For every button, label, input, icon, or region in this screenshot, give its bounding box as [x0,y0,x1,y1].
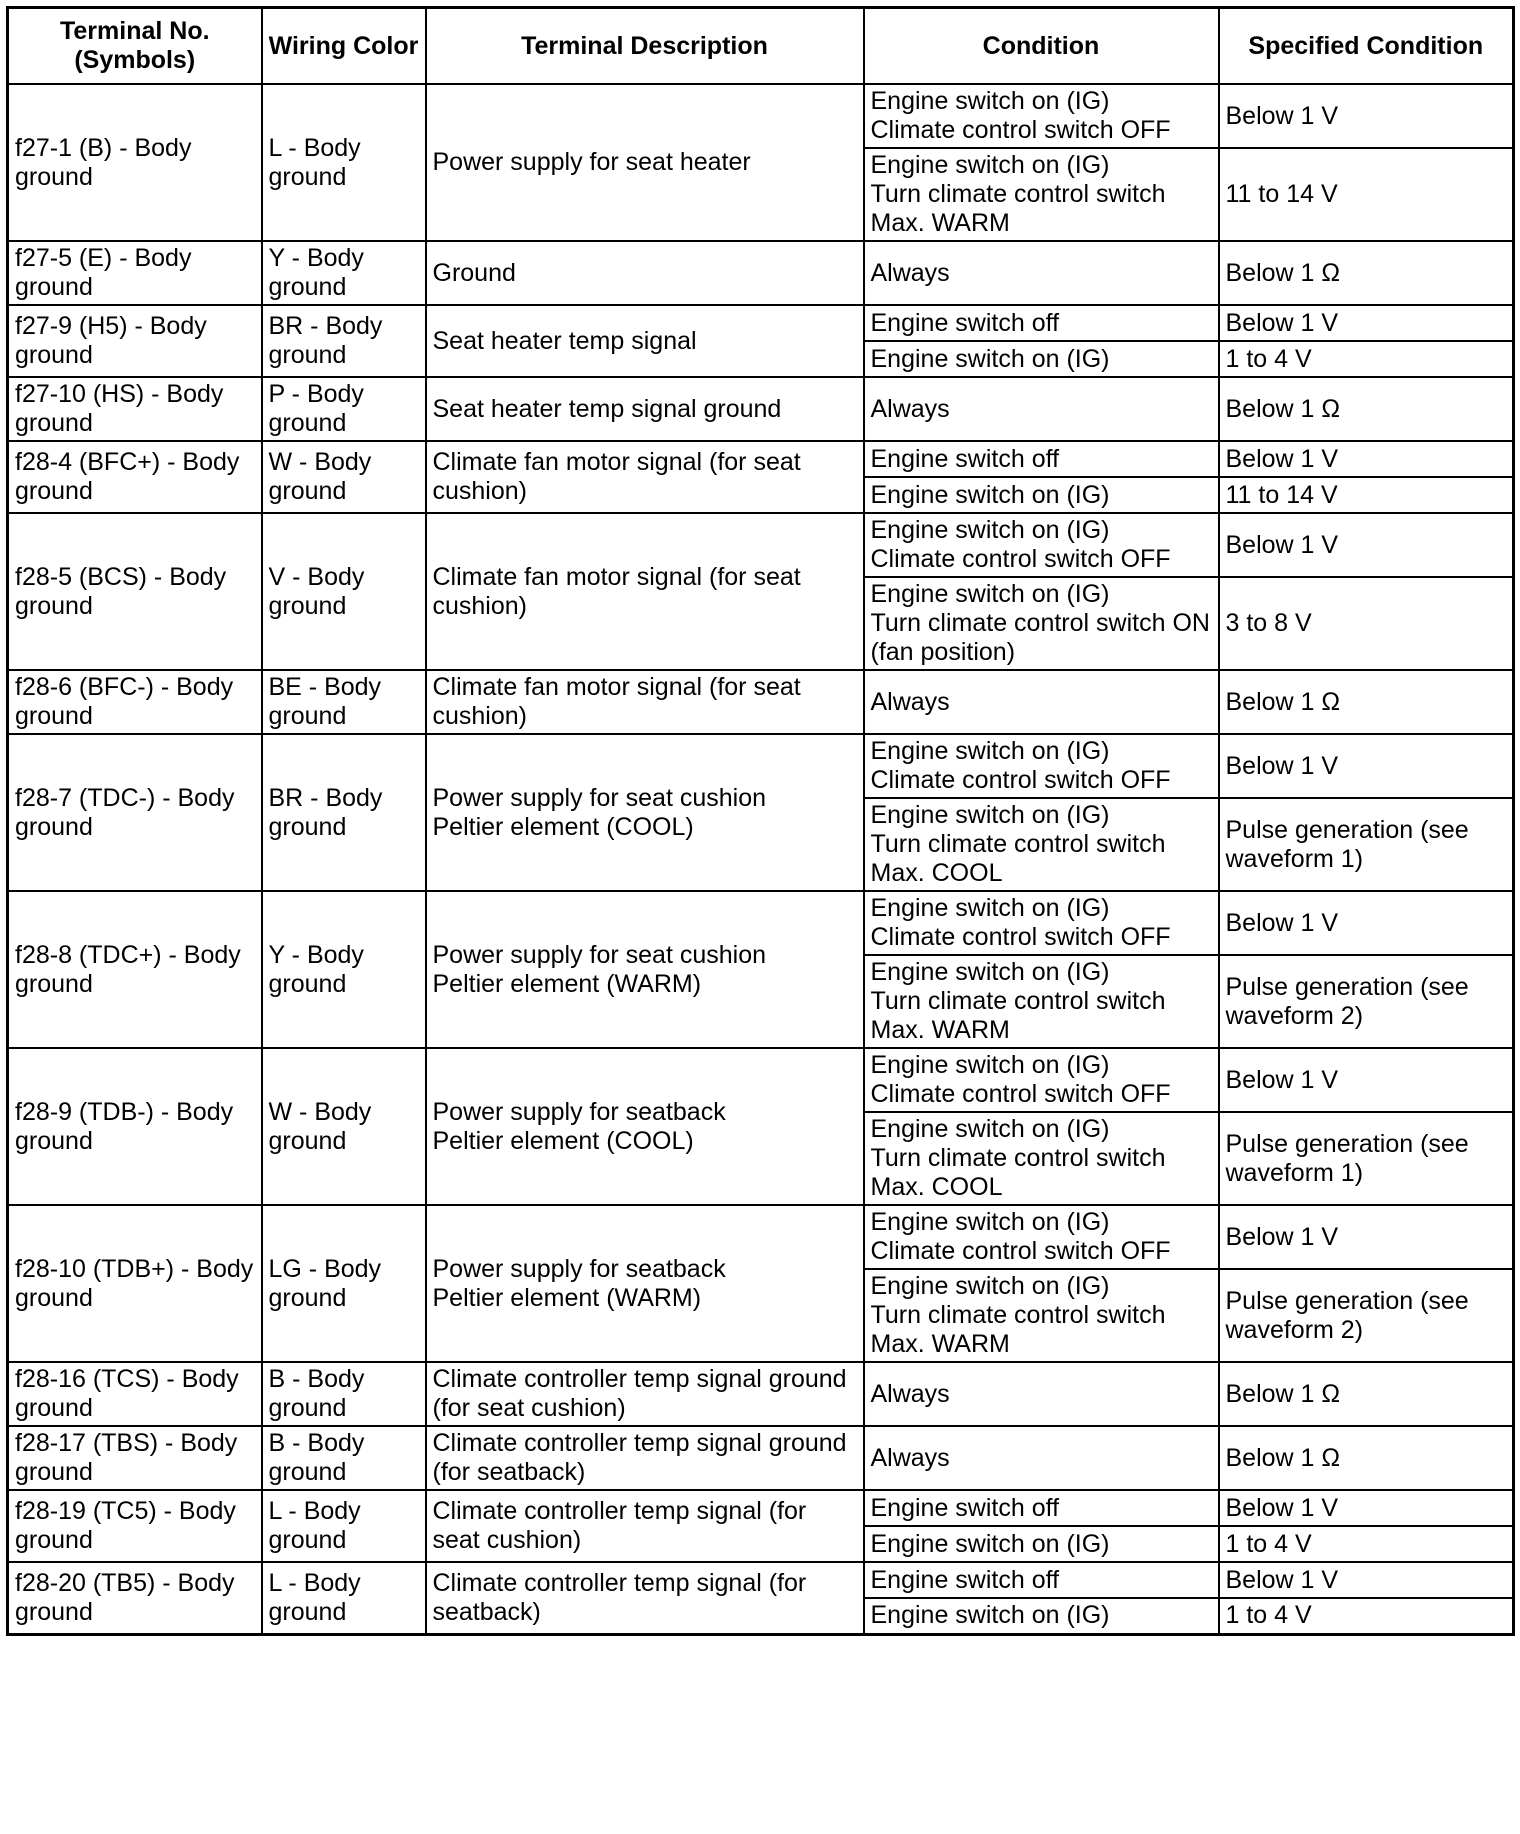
terminal-description-cell: Ground [426,241,864,305]
terminal-no-cell: f28-5 (BCS) - Body ground [8,513,262,670]
specified-condition-cell: Below 1 V [1219,84,1514,148]
condition-cell: Always [864,241,1219,305]
terminal-table-wrapper [6,6,1512,1636]
header-specified-condition: Specified Condition [1219,8,1514,85]
wiring-color-cell: Y - Body ground [262,891,426,1048]
table-row [8,241,1514,305]
condition-cell: Engine switch on (IG) Turn climate control switch Max. COOL [864,798,1219,891]
terminal-no-cell: f27-5 (E) - Body ground [8,241,262,305]
specified-condition-cell: 1 to 4 V [1219,1598,1514,1634]
terminal-no-cell: f28-8 (TDC+) - Body ground [8,891,262,1048]
header-row [8,8,1514,85]
condition-cell: Engine switch on (IG) Climate control switch OFF [864,513,1219,577]
condition-cell: Engine switch on (IG) Climate control switch OFF [864,734,1219,798]
terminal-description-cell: Seat heater temp signal [426,305,864,377]
terminal-no-cell: f28-20 (TB5) - Body ground [8,1562,262,1634]
specified-condition-cell: Below 1 V [1219,1048,1514,1112]
terminal-description-cell: Climate fan motor signal (for seat cushion) [426,441,864,513]
table-row [8,1048,1514,1112]
specified-condition-cell: 1 to 4 V [1219,341,1514,377]
condition-cell: Always [864,1362,1219,1426]
condition-cell: Engine switch off [864,305,1219,341]
table-row [8,1362,1514,1426]
terminal-no-cell: f28-9 (TDB-) - Body ground [8,1048,262,1205]
terminal-description-cell: Power supply for seat cushion Peltier element (COOL) [426,734,864,891]
condition-cell: Engine switch on (IG) Climate control switch OFF [864,891,1219,955]
wiring-color-cell: Y - Body ground [262,241,426,305]
wiring-color-cell: L - Body ground [262,1562,426,1634]
wiring-color-cell: B - Body ground [262,1426,426,1490]
terminal-description-cell: Climate controller temp signal ground (for seatback) [426,1426,864,1490]
terminal-no-cell: f28-10 (TDB+) - Body ground [8,1205,262,1362]
terminal-description-cell: Power supply for seat cushion Peltier element (WARM) [426,891,864,1048]
table-row [8,513,1514,577]
terminal-description-cell: Climate fan motor signal (for seat cushion) [426,670,864,734]
table-row [8,891,1514,955]
table-row [8,670,1514,734]
terminal-no-cell: f27-1 (B) - Body ground [8,84,262,241]
specified-condition-cell: Pulse generation (see waveform 1) [1219,1112,1514,1205]
wiring-color-cell: L - Body ground [262,84,426,241]
specified-condition-cell: 3 to 8 V [1219,577,1514,670]
wiring-color-cell: BR - Body ground [262,305,426,377]
header-terminal-no: Terminal No. (Symbols) [8,8,262,85]
condition-cell: Engine switch on (IG) Turn climate control switch Max. WARM [864,1269,1219,1362]
wiring-color-cell: BE - Body ground [262,670,426,734]
specified-condition-cell: 11 to 14 V [1219,148,1514,241]
condition-cell: Engine switch on (IG) [864,341,1219,377]
condition-cell: Engine switch on (IG) Turn climate control switch ON (fan position) [864,577,1219,670]
specified-condition-cell: Below 1 V [1219,1205,1514,1269]
specified-condition-cell: Below 1 Ω [1219,1426,1514,1490]
wiring-color-cell: BR - Body ground [262,734,426,891]
condition-cell: Engine switch on (IG) [864,1526,1219,1562]
specified-condition-cell: Below 1 V [1219,441,1514,477]
terminal-no-cell: f28-7 (TDC-) - Body ground [8,734,262,891]
terminal-description-cell: Climate controller temp signal ground (for seat cushion) [426,1362,864,1426]
table-row [8,1205,1514,1269]
condition-cell: Engine switch on (IG) Climate control switch OFF [864,1205,1219,1269]
condition-cell: Always [864,377,1219,441]
wiring-color-cell: V - Body ground [262,513,426,670]
table-row [8,441,1514,477]
header-condition: Condition [864,8,1219,85]
specified-condition-cell: Below 1 V [1219,734,1514,798]
terminal-no-cell: f28-6 (BFC-) - Body ground [8,670,262,734]
condition-cell: Always [864,670,1219,734]
header-wiring-color: Wiring Color [262,8,426,85]
terminal-no-cell: f28-4 (BFC+) - Body ground [8,441,262,513]
table-row [8,1490,1514,1526]
terminal-description-cell: Power supply for seatback Peltier element (WARM) [426,1205,864,1362]
specified-condition-cell: Below 1 Ω [1219,670,1514,734]
terminal-description-cell: Climate fan motor signal (for seat cushion) [426,513,864,670]
specified-condition-cell: Below 1 V [1219,891,1514,955]
wiring-color-cell: L - Body ground [262,1490,426,1562]
specified-condition-cell: Pulse generation (see waveform 2) [1219,1269,1514,1362]
specified-condition-cell: Below 1 Ω [1219,1362,1514,1426]
condition-cell: Engine switch on (IG) Turn climate control switch Max. WARM [864,955,1219,1048]
condition-cell: Engine switch on (IG) Turn climate control switch Max. WARM [864,148,1219,241]
condition-cell: Engine switch off [864,1490,1219,1526]
table-row [8,1562,1514,1598]
condition-cell: Engine switch off [864,441,1219,477]
specified-condition-cell: Below 1 V [1219,305,1514,341]
table-row [8,377,1514,441]
wiring-color-cell: W - Body ground [262,1048,426,1205]
condition-cell: Engine switch on (IG) Climate control switch OFF [864,84,1219,148]
condition-cell: Engine switch on (IG) [864,477,1219,513]
terminal-description-cell: Climate controller temp signal (for seatback) [426,1562,864,1634]
specified-condition-cell: 1 to 4 V [1219,1526,1514,1562]
terminal-description-cell: Climate controller temp signal (for seat cushion) [426,1490,864,1562]
specified-condition-cell: Below 1 Ω [1219,241,1514,305]
wiring-color-cell: W - Body ground [262,441,426,513]
specified-condition-cell: Pulse generation (see waveform 2) [1219,955,1514,1048]
table-row [8,1426,1514,1490]
specified-condition-cell: Below 1 V [1219,513,1514,577]
terminal-no-cell: f28-16 (TCS) - Body ground [8,1362,262,1426]
wiring-color-cell: LG - Body ground [262,1205,426,1362]
terminal-description-cell: Seat heater temp signal ground [426,377,864,441]
terminal-no-cell: f27-10 (HS) - Body ground [8,377,262,441]
table-row [8,84,1514,148]
condition-cell: Engine switch on (IG) Turn climate control switch Max. COOL [864,1112,1219,1205]
terminal-description-cell: Power supply for seat heater [426,84,864,241]
table-header [8,8,1514,85]
specified-condition-cell: 11 to 14 V [1219,477,1514,513]
specified-condition-cell: Below 1 V [1219,1490,1514,1526]
specified-condition-cell: Below 1 V [1219,1562,1514,1598]
terminal-inspection-table [6,6,1515,1636]
terminal-no-cell: f28-19 (TC5) - Body ground [8,1490,262,1562]
specified-condition-cell: Below 1 Ω [1219,377,1514,441]
condition-cell: Engine switch on (IG) [864,1598,1219,1634]
terminal-no-cell: f27-9 (H5) - Body ground [8,305,262,377]
terminal-description-cell: Power supply for seatback Peltier element (COOL) [426,1048,864,1205]
table-row [8,734,1514,798]
condition-cell: Always [864,1426,1219,1490]
specified-condition-cell: Pulse generation (see waveform 1) [1219,798,1514,891]
condition-cell: Engine switch on (IG) Climate control switch OFF [864,1048,1219,1112]
terminal-no-cell: f28-17 (TBS) - Body ground [8,1426,262,1490]
wiring-color-cell: P - Body ground [262,377,426,441]
wiring-color-cell: B - Body ground [262,1362,426,1426]
table-row [8,305,1514,341]
condition-cell: Engine switch off [864,1562,1219,1598]
header-terminal-description: Terminal Description [426,8,864,85]
table-body [8,84,1514,1634]
